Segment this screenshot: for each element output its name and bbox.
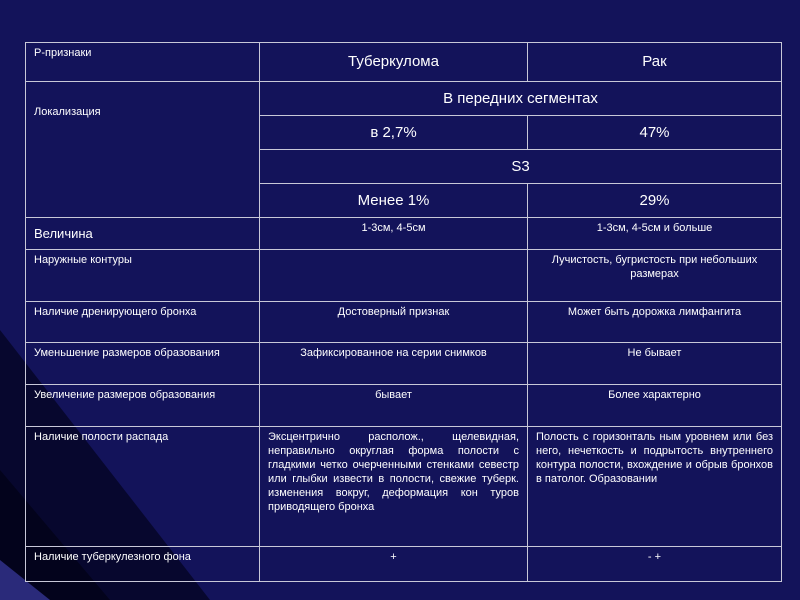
localization-s3: S3 [260,150,782,184]
background-ca: - + [528,547,782,582]
header-tuberculoma: Туберкулома [260,43,528,82]
header-cancer: Рак [528,43,782,82]
header-row [26,43,782,82]
increase-row [26,385,782,427]
bronchus-tb: Достоверный признак [260,302,528,343]
cavity-tb: Эксцентрично располож., щелевидная, неправильно округлая форма полости с гладкими четко очерченными стенками севестр или глыбки извести в полости, свежие туберк. изменения вокруг, деформация кон туров приводящего бронха [260,427,528,547]
contours-label: Наружные контуры [26,250,260,302]
header-features: Р-признаки [26,43,260,82]
bronchus-row [26,302,782,343]
localization-ca-s3: 29% [528,184,782,218]
increase-ca: Более характерно [528,385,782,427]
localization-segments: В передних сегментах [260,82,782,116]
localization-tb-percent: в 2,7% [260,116,528,150]
localization-label: Локализация [26,82,260,218]
background-label: Наличие туберкулезного фона [26,547,260,582]
background-row [26,547,782,582]
background-tb: + [260,547,528,582]
size-tb: 1-3см, 4-5см [260,218,528,250]
decrease-label: Уменьшение размеров образования [26,343,260,385]
decrease-tb: Зафиксированное на серии снимков [260,343,528,385]
cavity-row [26,427,782,547]
cavity-label: Наличие полости распада [26,427,260,547]
increase-label: Увеличение размеров образования [26,385,260,427]
comparison-table [25,42,782,582]
localization-tb-s3: Менее 1% [260,184,528,218]
increase-tb: бывает [260,385,528,427]
decrease-row [26,343,782,385]
localization-ca-percent: 47% [528,116,782,150]
localization-row [26,82,782,116]
cavity-ca: Полость с горизонталь ным уровнем или без него, нечеткость и подрытость внутреннего контура полости, вхождение и обрыв бронхов в патолог. Образовании [528,427,782,547]
contours-ca: Лучистость, бугристость при небольших размерах [528,250,782,302]
size-row [26,218,782,250]
decrease-ca: Не бывает [528,343,782,385]
bronchus-label: Наличие дренирующего бронха [26,302,260,343]
contours-tb [260,250,528,302]
size-label: Величина [26,218,260,250]
bronchus-ca: Может быть дорожка лимфангита [528,302,782,343]
size-ca: 1-3см, 4-5см и больше [528,218,782,250]
contours-row [26,250,782,302]
